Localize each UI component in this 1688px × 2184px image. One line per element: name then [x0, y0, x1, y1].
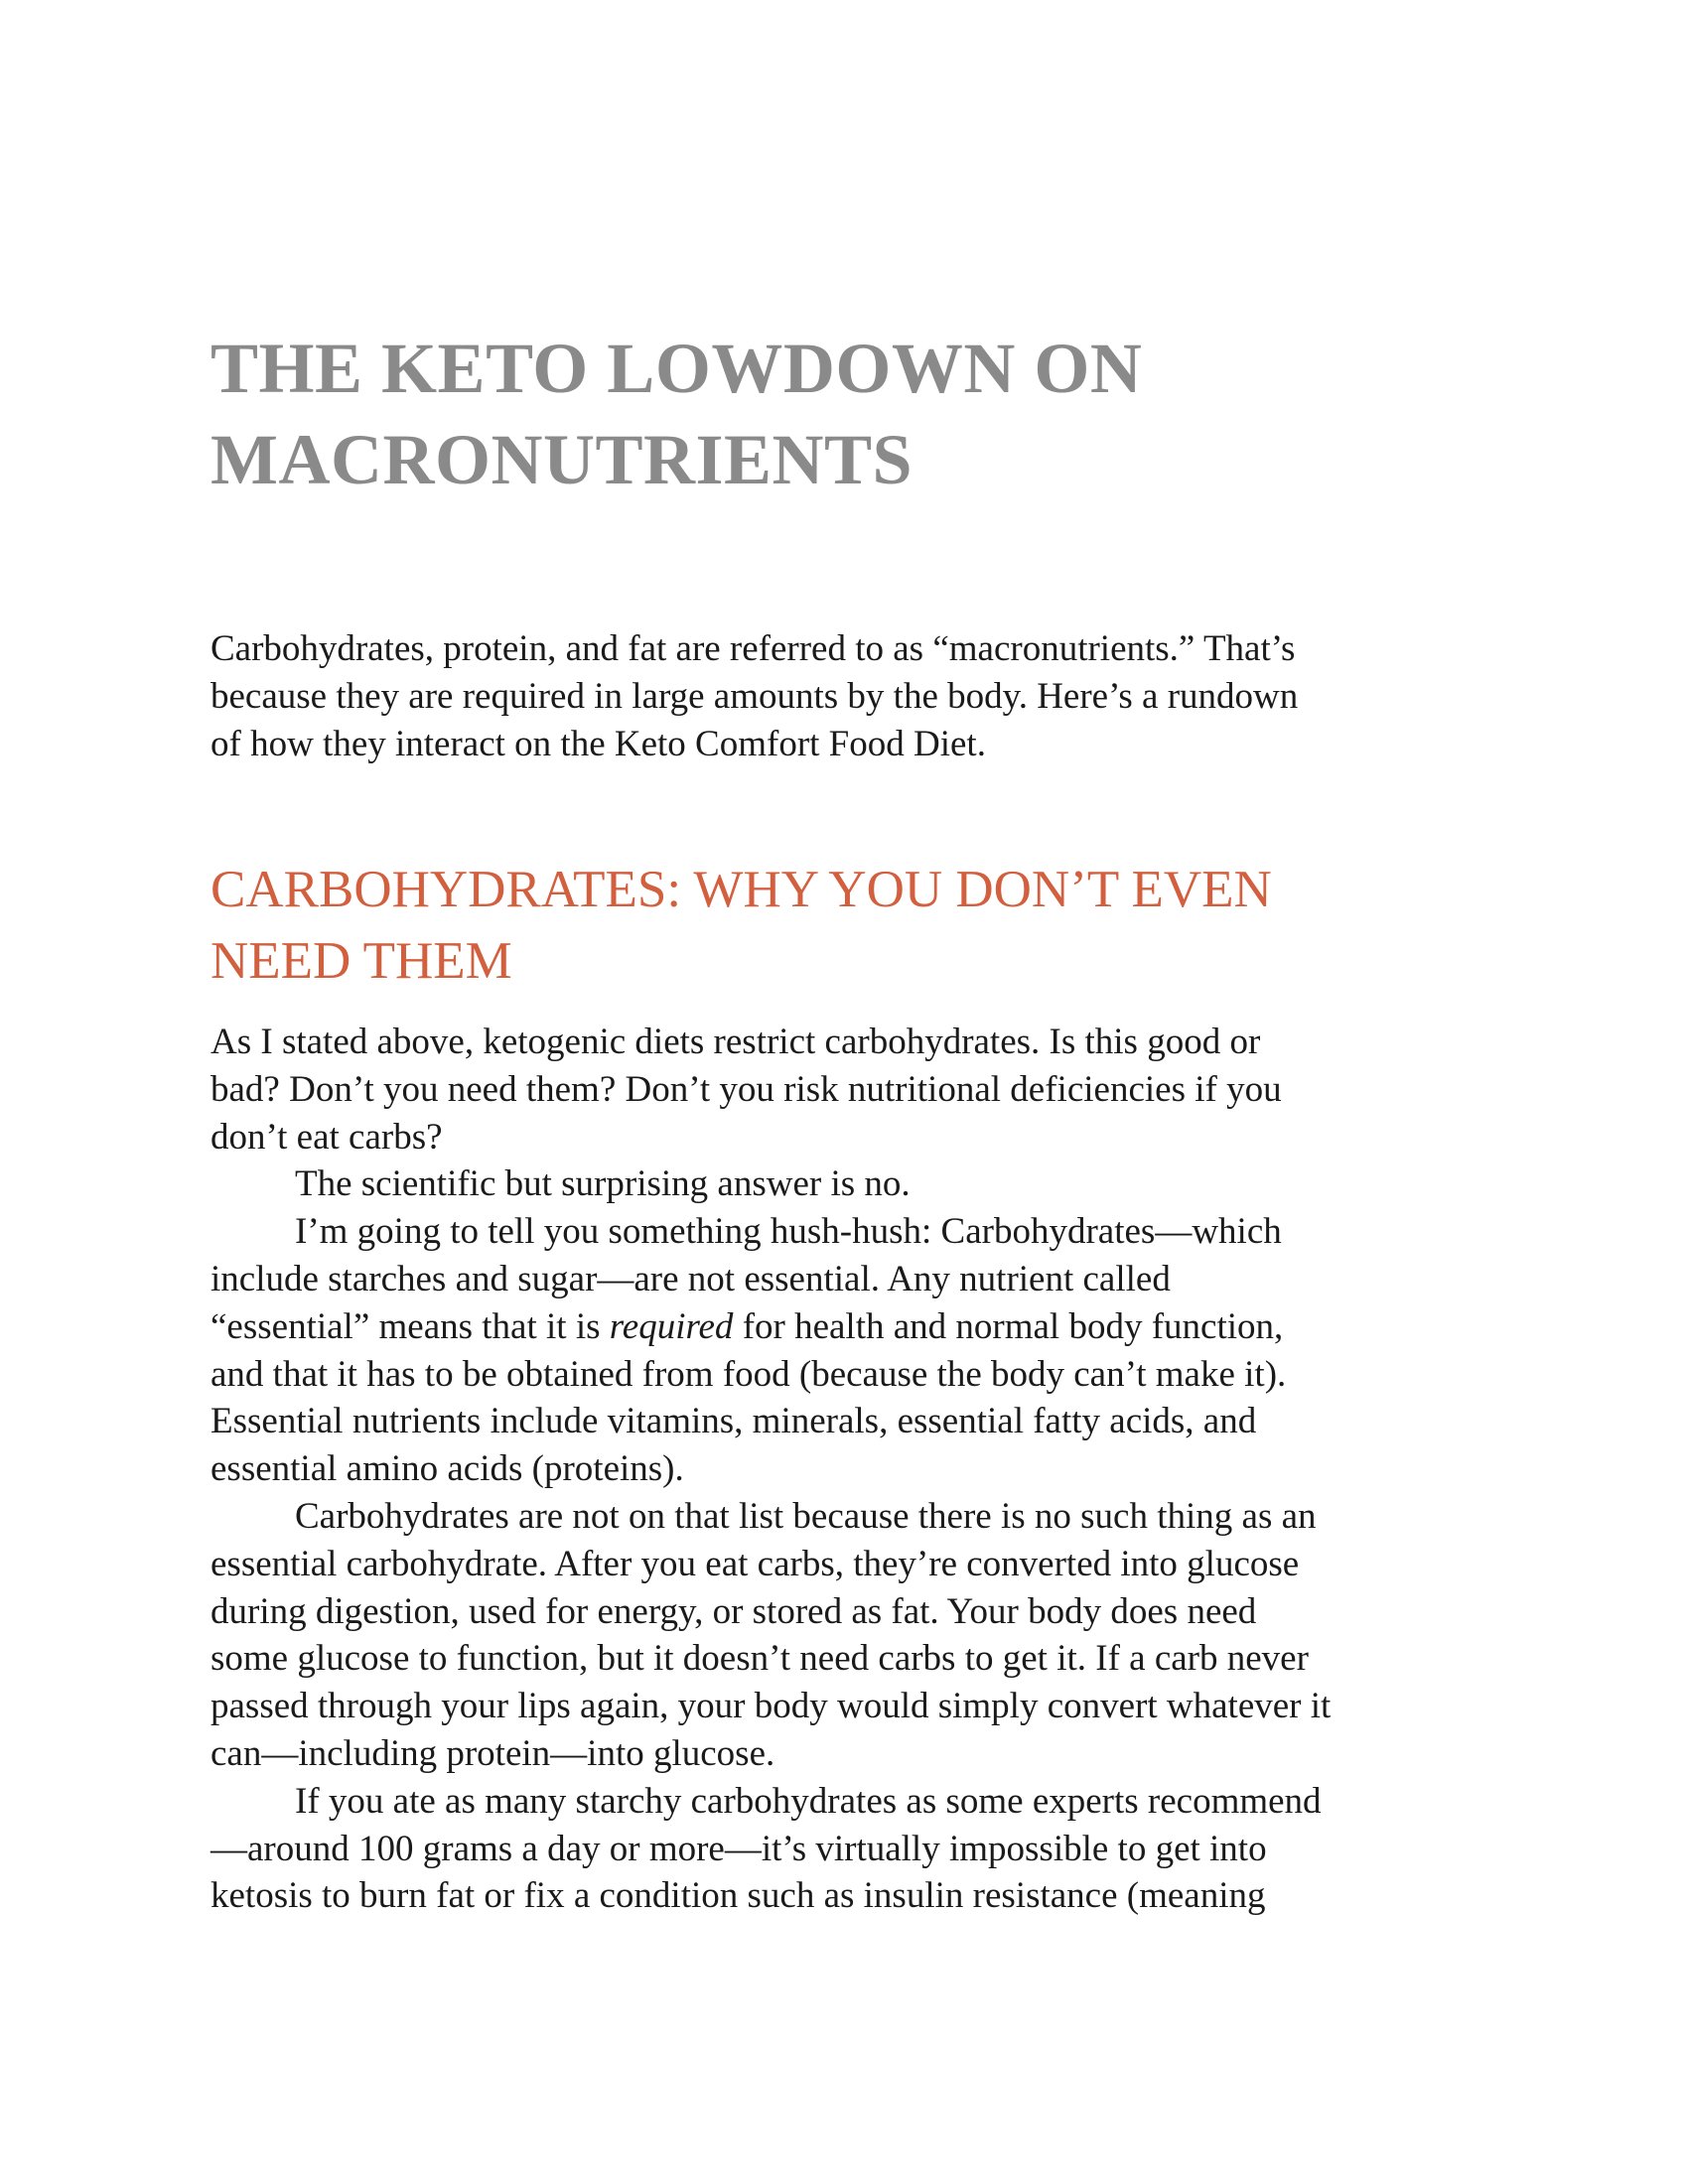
- text-line: some glucose to function, but it doesn’t need carbs to get it. If a carb never: [211, 1638, 1309, 1680]
- emphasized-word: required: [609, 1305, 734, 1347]
- chapter-title-line: THE KETO LOWDOWN ON: [211, 329, 1143, 408]
- text-run: “essential” means that it is: [211, 1305, 610, 1347]
- text-line: essential carbohydrate. After you eat carbs, they’re converted into glucose: [211, 1543, 1300, 1584]
- text-line: The scientific but surprising answer is no.: [295, 1163, 911, 1205]
- text-run: for health and normal body function,: [733, 1305, 1284, 1347]
- text-line: Essential nutrients include vitamins, minerals, essential fatty acids, and: [211, 1401, 1257, 1442]
- section-heading-line: NEED THEM: [211, 932, 512, 990]
- text-line: If you ate as many starchy carbohydrates as some experts recommend: [295, 1780, 1322, 1822]
- text-line: include starches and sugar—are not essential. Any nutrient called: [211, 1258, 1171, 1299]
- chapter-title: [211, 323, 1142, 505]
- text-line: As I stated above, ketogenic diets restrict carbohydrates. Is this good or: [211, 1022, 1261, 1062]
- text-line: ketosis to burn fat or fix a condition such as insulin resistance (meaning: [211, 1875, 1266, 1917]
- intro-paragraph: [211, 625, 1298, 768]
- body-text: [211, 1019, 1331, 1920]
- text-line: don’t eat carbs?: [211, 1116, 443, 1158]
- text-line: bad? Don’t you need them? Don’t you risk nutritional deficiencies if you: [211, 1068, 1282, 1110]
- text-line: essential amino acids (proteins).: [211, 1448, 684, 1490]
- text-line: can—including protein—into glucose.: [211, 1732, 775, 1774]
- text-line: —around 100 grams a day or more—it’s virtually impossible to get into: [211, 1828, 1267, 1869]
- text-line: because they are required in large amounts by the body. Here’s a rundown: [211, 676, 1299, 717]
- text-line: Carbohydrates are not on that list because there is no such thing as an: [295, 1495, 1317, 1537]
- text-line: and that it has to be obtained from food (because the body can’t make it).: [211, 1353, 1287, 1395]
- text-line: of how they interact on the Keto Comfort Food Diet.: [211, 724, 986, 764]
- text-line: Carbohydrates, protein, and fat are referred to as “macronutrients.” That’s: [211, 628, 1296, 669]
- section-heading-line: CARBOHYDRATES: WHY YOU DON’T EVEN: [211, 861, 1272, 918]
- text-line: I’m going to tell you something hush-hush: Carbohydrates—which: [295, 1211, 1282, 1253]
- section-heading: [211, 854, 1272, 997]
- text-line-emphasis: [211, 1303, 1331, 1351]
- chapter-title-line: MACRONUTRIENTS: [211, 420, 914, 499]
- text-line: during digestion, used for energy, or stored as fat. Your body does need: [211, 1590, 1257, 1632]
- text-line: passed through your lips again, your body would simply convert whatever it: [211, 1686, 1332, 1727]
